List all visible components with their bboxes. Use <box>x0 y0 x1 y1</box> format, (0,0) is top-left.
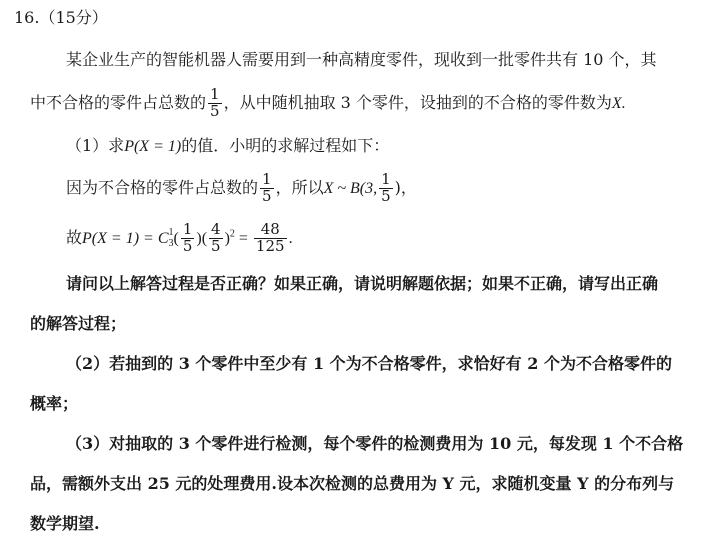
fraction-one-fifth: $\frac{1}{5}$ <box>210 85 220 120</box>
question-line-1: 请问以上解答过程是否正确？如果正确，请说明解题依据；如果不正确，请写出正确 <box>66 274 659 293</box>
part2-line-2: 概率； <box>30 394 79 413</box>
question-number: 16.（15分） <box>14 8 108 27</box>
part3-line-2: 品，需额外支出 25 元的处理费用.设本次检测的总费用为 Y 元，求随机变量 Y 的分布列与 <box>30 474 675 493</box>
solution-expression: P(X = 1) = C <box>82 229 169 247</box>
binomial-distribution: X ~ B(3, <box>323 179 378 197</box>
fraction-four-fifths: $\frac{4}{5}$ <box>211 220 221 255</box>
comb-subscript: 3 <box>168 238 174 250</box>
solution-line-1: 因为不合格的零件占总数的 $\frac{1}{5}$ ，所以X ~ B(3, $\frac{1}{5}$ )， <box>66 170 417 205</box>
fraction-one-fifth-4: $\frac{1}{5}$ <box>182 220 193 255</box>
part2-line-1: （2）若抽到的 3 个零件中至少有 1 个为不合格零件，求恰好有 2 个为不合格零件的 <box>66 354 672 373</box>
part3-line-3: 数学期望. <box>30 514 100 533</box>
intro-line-2-post: ，从中随机抽取 3 个零件，设抽到的不合格的零件数为 <box>223 92 612 112</box>
question-line-2: 的解答过程； <box>30 314 127 333</box>
fraction-one-fifth-2: $\frac{1}{5}$ <box>262 170 272 205</box>
variable-x: X. <box>611 94 626 112</box>
square-exponent: 2 <box>229 228 235 240</box>
part3-line-1: （3）对抽取的 3 个零件进行检测，每个零件的检测费用为 10 元，每发现 1 个不合格 <box>66 434 684 453</box>
part1-expression: P(X = 1) <box>124 138 182 155</box>
part1-prompt: （1）求P(X = 1)的值．小明的求解过程如下： <box>66 136 390 155</box>
intro-line-2-pre: 中不合格的零件占总数的 <box>30 92 207 112</box>
intro-line-1: 某企业生产的智能机器人需要用到一种高精度零件，现收到一批零件共有 10 个，其 <box>66 50 657 69</box>
intro-line-2 <box>30 87 626 120</box>
solution-line-2: 故P(X = 1) = C 1 3 ( $\frac{1}{5}$ )( $\frac{4}{5}$ )$^2$ = $\frac{48}{125}$ . <box>66 220 293 255</box>
fraction-one-fifth-3: $\frac{1}{5}$ <box>381 170 391 205</box>
fraction-result: $\frac{48}{125}$ <box>255 220 285 255</box>
comb-superscript: 1 <box>168 227 174 239</box>
